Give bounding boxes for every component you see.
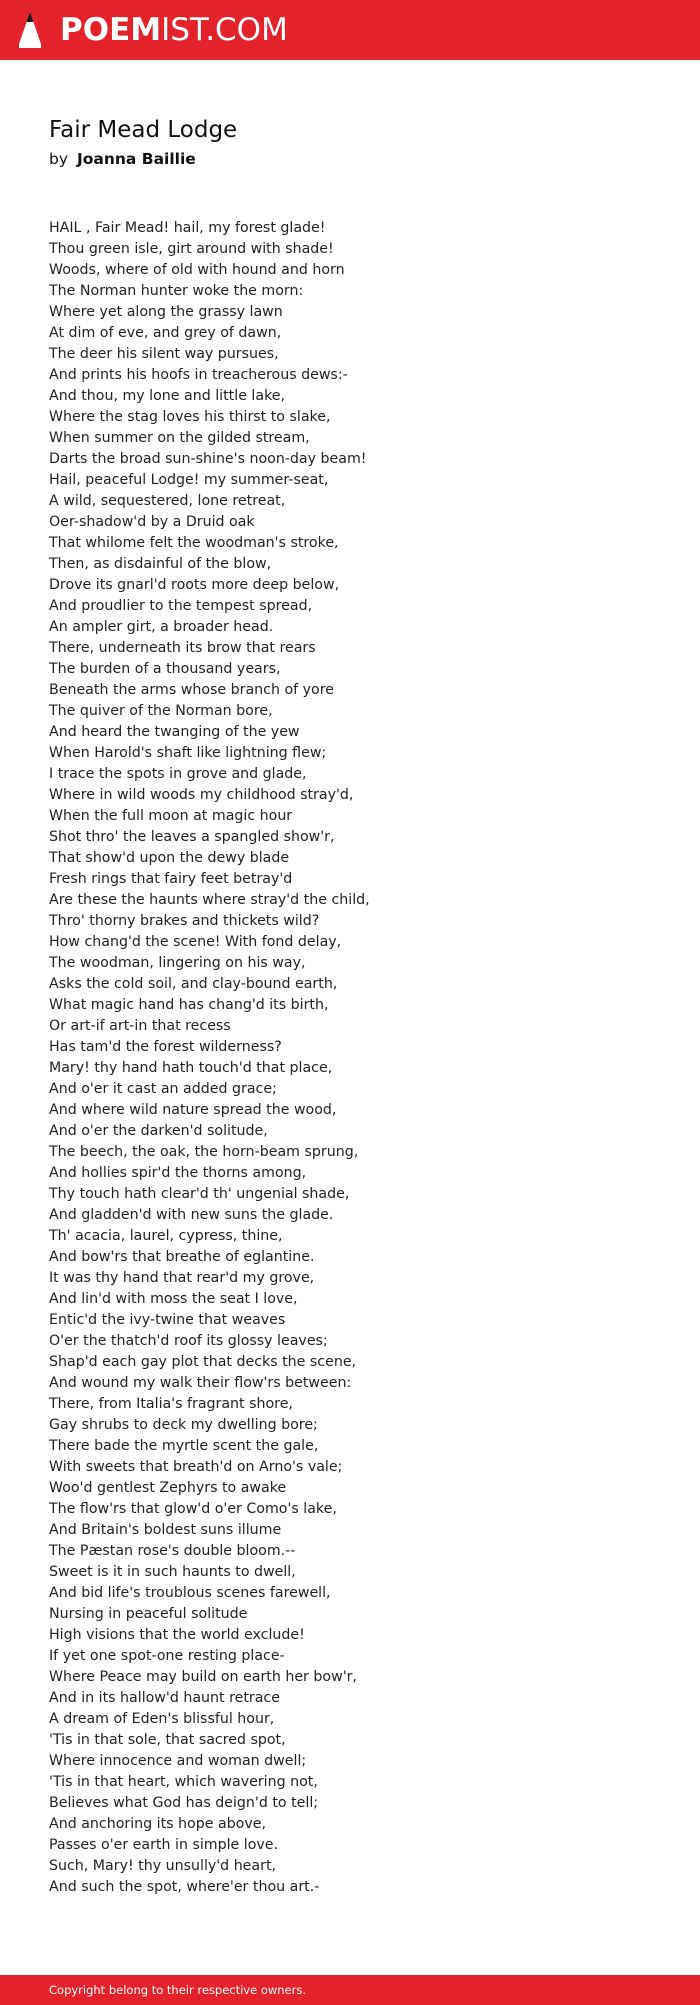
poem-line: Woods, where of old with hound and horn — [49, 262, 345, 278]
poem-line: And thou, my lone and little lake, — [49, 388, 286, 404]
poem-line: The deer his silent way pursues, — [49, 346, 279, 362]
poem-line: Fresh rings that fairy feet betray'd — [49, 871, 293, 887]
poem-line: When Harold's shaft like lightning flew; — [49, 745, 327, 761]
poem-line: A dream of Eden's blissful hour, — [49, 1711, 275, 1727]
poem-line: O'er the thatch'd roof its glossy leaves; — [49, 1333, 328, 1349]
poem-line: Shot thro' the leaves a spangled show'r, — [49, 829, 335, 845]
poem-line: Darts the broad sun-shine's noon-day beam! — [49, 451, 367, 467]
poem-line: There, from Italia's fragrant shore, — [49, 1396, 293, 1412]
poem-line: Thy touch hath clear'd th' ungenial shade, — [49, 1186, 350, 1202]
poem-line: Mary! thy hand hath touch'd that place, — [49, 1060, 333, 1076]
poem-line: And prints his hoofs in treacherous dews:- — [49, 367, 348, 383]
poem-body — [49, 218, 669, 1898]
poem-line: Where yet along the grassy lawn — [49, 304, 283, 320]
poem-line: And where wild nature spread the wood, — [49, 1102, 337, 1118]
poem-line: Where the stag loves his thirst to slake, — [49, 409, 331, 425]
poem-line: Nursing in peaceful solitude — [49, 1606, 248, 1622]
poem-line: How chang'd the scene! With fond delay, — [49, 934, 342, 950]
author-name[interactable]: Joanna Baillie — [76, 150, 196, 168]
poem-line: Th' acacia, laurel, cypress, thine, — [49, 1228, 283, 1244]
poem-line: A wild, sequestered, lone retreat, — [49, 493, 286, 509]
poem-line: And Britain's boldest suns illume — [49, 1522, 282, 1538]
poem-line: What magic hand has chang'd its birth, — [49, 997, 329, 1013]
poem-line: Where innocence and woman dwell; — [49, 1753, 307, 1769]
poem-line: Woo'd gentlest Zephyrs to awake — [49, 1480, 287, 1496]
pencil-icon — [18, 10, 42, 50]
poem-line: And o'er the darken'd solitude, — [49, 1123, 268, 1139]
poem-line: When summer on the gilded stream, — [49, 430, 310, 446]
poem-line: And such the spot, where'er thou art.- — [49, 1879, 320, 1895]
poem-line: And in its hallow'd haunt retrace — [49, 1690, 280, 1706]
poem-line: The burden of a thousand years, — [49, 661, 281, 677]
poem-line: Beneath the arms whose branch of yore — [49, 682, 334, 698]
poem-line: When the full moon at magic hour — [49, 808, 293, 824]
poem-line: And lin'd with moss the seat I love, — [49, 1291, 298, 1307]
poem-line: Asks the cold soil, and clay-bound earth, — [49, 976, 338, 992]
poem-line: Gay shrubs to deck my dwelling bore; — [49, 1417, 318, 1433]
poem-line: And hollies spir'd the thorns among, — [49, 1165, 307, 1181]
poem-line: And heard the twanging of the yew — [49, 724, 300, 740]
poem-line: Shap'd each gay plot that decks the scene, — [49, 1354, 357, 1370]
poem-line: Where Peace may build on earth her bow'r, — [49, 1669, 357, 1685]
poem-line: Has tam'd the forest wilderness? — [49, 1039, 282, 1055]
poem-line: The Pæstan rose's double bloom.-- — [49, 1543, 296, 1559]
poem-line: HAIL , Fair Mead! hail, my forest glade! — [49, 220, 326, 236]
poem-line: And proudlier to the tempest spread, — [49, 598, 313, 614]
poem-line: 'Tis in that heart, which wavering not, — [49, 1774, 318, 1790]
poem-line: The Norman hunter woke the morn: — [49, 283, 304, 299]
poem-line: There bade the myrtle scent the gale, — [49, 1438, 319, 1454]
poem-line: I trace the spots in grove and glade, — [49, 766, 307, 782]
poem-line: Where in wild woods my childhood stray'd, — [49, 787, 354, 803]
poem-line: And wound my walk their flow'rs between: — [49, 1375, 352, 1391]
poem-line: That whilome felt the woodman's stroke, — [49, 535, 339, 551]
poem-line: An ampler girt, a broader head. — [49, 619, 274, 635]
poem-line: That show'd upon the dewy blade — [49, 850, 290, 866]
poem-line: Entic'd the ivy-twine that weaves — [49, 1312, 286, 1328]
poem-line: Sweet is it in such haunts to dwell, — [49, 1564, 296, 1580]
poem-line: With sweets that breath'd on Arno's vale; — [49, 1459, 343, 1475]
poem-line: High visions that the world exclude! — [49, 1627, 305, 1643]
poem-line: The woodman, lingering on his way, — [49, 955, 306, 971]
poem-line: The quiver of the Norman bore, — [49, 703, 273, 719]
logo-text-light: IST.COM — [161, 12, 288, 48]
poem-title: Fair Mead Lodge — [49, 117, 238, 143]
logo-text-bold: POEM — [60, 12, 162, 48]
poem-line: If yet one spot-one resting place- — [49, 1648, 285, 1664]
poem-line: Hail, peaceful Lodge! my summer-seat, — [49, 472, 329, 488]
poem-line: Believes what God has deign'd to tell; — [49, 1795, 319, 1811]
poem-line: Passes o'er earth in simple love. — [49, 1837, 279, 1853]
poem-line: And anchoring its hope above, — [49, 1816, 266, 1832]
copyright-text: Copyright belong to their respective owners. — [49, 1983, 307, 1997]
byline — [49, 147, 196, 171]
poem-line: And o'er it cast an added grace; — [49, 1081, 277, 1097]
by-label: by — [49, 150, 69, 168]
poem-line: And gladden'd with new suns the glade. — [49, 1207, 334, 1223]
site-header — [0, 0, 700, 60]
poem-line: There, underneath its brow that rears — [49, 640, 316, 656]
poem-line: Thro' thorny brakes and thickets wild? — [49, 913, 320, 929]
poem-line: Are these the haunts where stray'd the child, — [49, 892, 370, 908]
poem-line: Such, Mary! thy unsully'd heart, — [49, 1858, 277, 1874]
logo-text — [60, 10, 288, 50]
site-footer — [0, 1975, 700, 2005]
poem-line: The flow'rs that glow'd o'er Como's lake, — [49, 1501, 337, 1517]
poem-line: Then, as disdainful of the blow, — [49, 556, 272, 572]
poem-line: It was thy hand that rear'd my grove, — [49, 1270, 315, 1286]
poem-line: At dim of eve, and grey of dawn, — [49, 325, 282, 341]
poem-line: Drove its gnarl'd roots more deep below, — [49, 577, 340, 593]
poem-line: Thou green isle, girt around with shade! — [49, 241, 334, 257]
poem-line: 'Tis in that sole, that sacred spot, — [49, 1732, 286, 1748]
poem-line: And bow'rs that breathe of eglantine. — [49, 1249, 315, 1265]
poem-line: The beech, the oak, the horn-beam sprung, — [49, 1144, 359, 1160]
poem-line: Oer-shadow'd by a Druid oak — [49, 514, 255, 530]
poem-line: Or art-if art-in that recess — [49, 1018, 231, 1034]
site-logo[interactable] — [18, 10, 288, 50]
poem-line: And bid life's troublous scenes farewell, — [49, 1585, 331, 1601]
